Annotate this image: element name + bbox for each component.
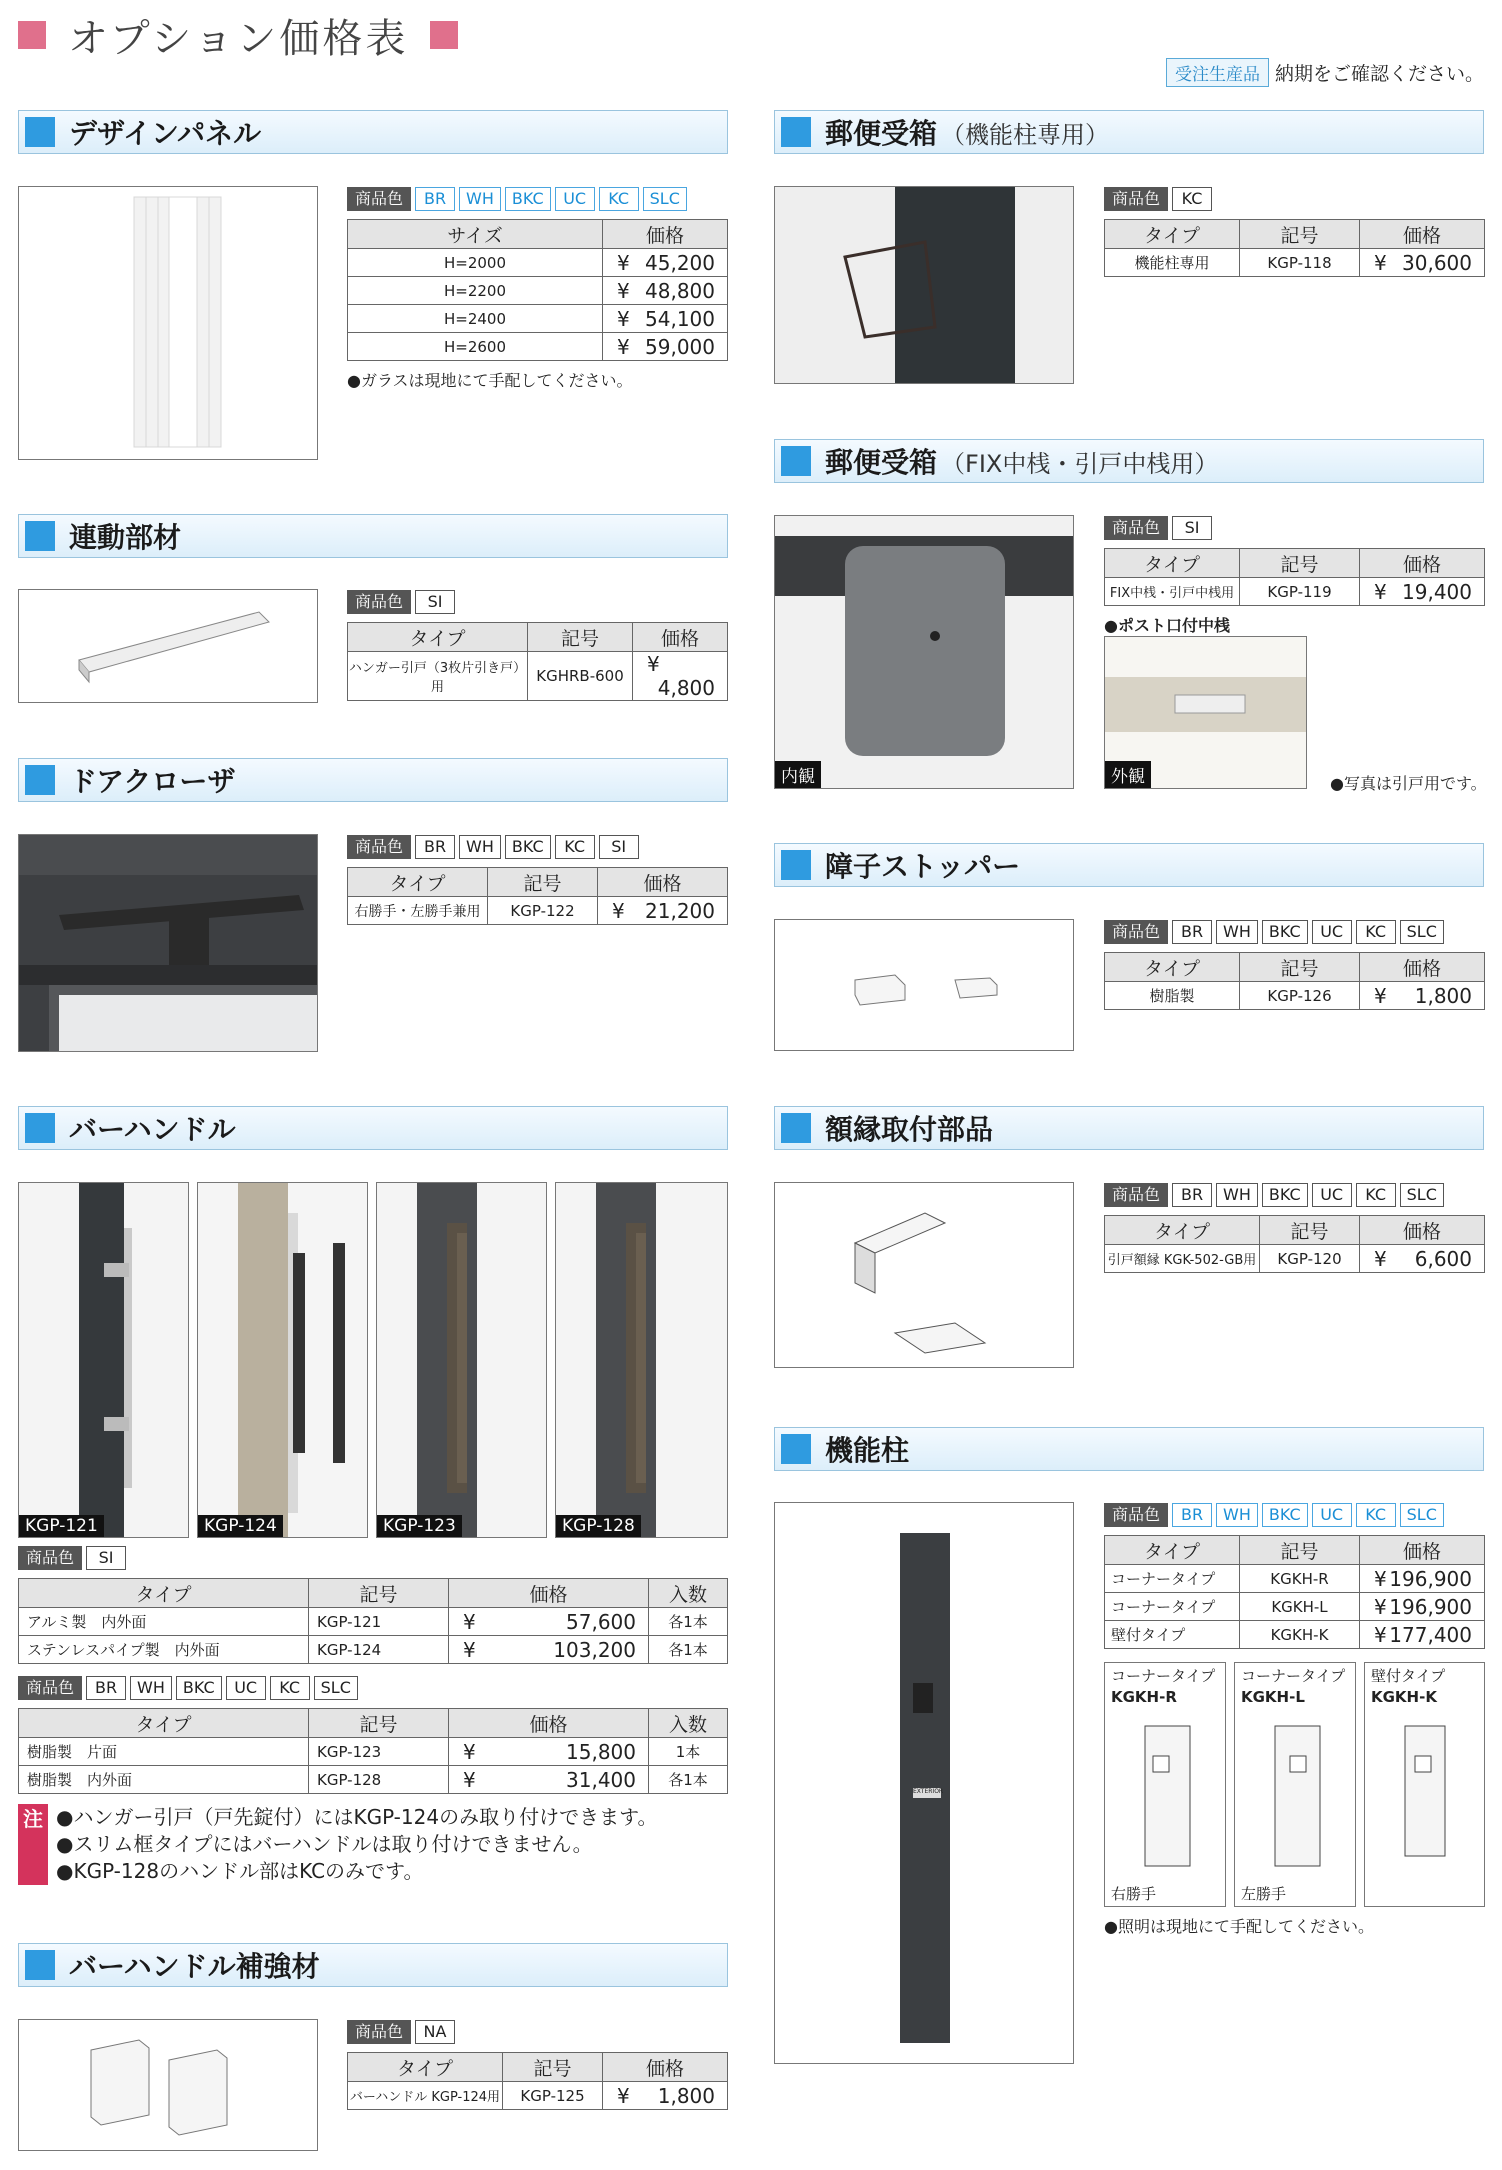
design-panel-price-table: [347, 219, 728, 361]
title-marker-left: [18, 21, 46, 49]
gakubuchi-colors: [1104, 1183, 1444, 1207]
section-mailbox-fix: [774, 439, 1484, 483]
section-shoji-stopper: [774, 843, 1484, 887]
photo-note: ●写真は引戸用です。: [1330, 774, 1487, 793]
kinochu-variant-k: 壁付タイプ KGKH-K: [1364, 1662, 1485, 1907]
bar-handle-price-table-2: タイプ 記号 価格 入数 樹脂製 片面 KGP-123 ¥ 15,800 1本 樹脂製 内外面 KGP-128 ¥ 31,400 各1本: [18, 1708, 728, 1794]
section-title: バーハンドル: [69, 1113, 236, 1146]
bar-handle-kgp124-image: [197, 1182, 368, 1538]
mailbox-box-illustration: [775, 516, 1074, 789]
section-marker: [25, 521, 55, 551]
bar-reinforce-price-table: タイプ 記号 価格 バーハンドル KGP-124用 KGP-125 ¥ 1,800: [347, 2052, 728, 2110]
product-tag: KGP-123: [377, 1515, 462, 1537]
section-mailbox-pillar: [774, 110, 1484, 154]
glass-note: ●ガラスは現地にて手配してください。: [347, 371, 633, 390]
door-closer-colors: [347, 835, 639, 859]
color-label: 商品色: [18, 1546, 82, 1570]
table-row: ハンガー引戸（3枚片引き戸）用 KGHRB-600 ¥ 4,800: [348, 652, 728, 701]
product-tag: KGP-124: [198, 1515, 283, 1537]
table-row: H=2400 ¥ 54,100: [348, 305, 728, 333]
table-row: アルミ製 内外面 KGP-121 ¥ 57,600 各1本: [19, 1608, 728, 1636]
color-label: 商品色: [347, 187, 411, 211]
mailbox-fix-colors: [1104, 516, 1212, 540]
mailbox-fix-inside-image: [774, 515, 1074, 789]
made-to-order-badge: 受注生産品: [1166, 58, 1269, 87]
notice-text: 納期をご確認ください。: [1274, 63, 1484, 85]
color-label: 商品色: [1104, 1183, 1168, 1207]
color-chip: SI: [86, 1546, 126, 1570]
kinochu-image: [774, 1502, 1074, 2064]
color-chip: UC: [1312, 1503, 1352, 1527]
color-chip: BR: [1172, 1503, 1212, 1527]
rendo-colors: [347, 590, 455, 614]
color-chip: WH: [1216, 920, 1258, 944]
table-row: FIX中桟・引戸中桟用 KGP-119 ¥ 19,400: [1105, 578, 1485, 606]
post-slot-label: ●ポスト口付中桟: [1104, 616, 1230, 635]
table-row: 引戸額縁 KGK-502-GB用 KGP-120 ¥ 6,600: [1105, 1245, 1485, 1273]
rendo-image: [18, 589, 318, 703]
section-marker: [25, 1950, 55, 1980]
color-chip: WH: [459, 187, 501, 211]
color-label: 商品色: [1104, 516, 1168, 540]
pillar-l-illustration: [1235, 1706, 1356, 1876]
color-chip: BKC: [176, 1676, 222, 1700]
section-marker: [25, 1113, 55, 1143]
shoji-stopper-image: [774, 919, 1074, 1051]
table-row: 樹脂製 KGP-126 ¥ 1,800: [1105, 982, 1485, 1010]
bar-handle-colors-1: [18, 1546, 126, 1570]
section-marker: [781, 446, 811, 476]
bar-handle-colors-2: [18, 1676, 358, 1700]
section-marker: [25, 117, 55, 147]
color-chip: UC: [1312, 920, 1352, 944]
bar-handle-kgp121-image: [18, 1182, 189, 1538]
kgp124-illustration: [198, 1183, 368, 1538]
mailbox-pillar-image: [774, 186, 1074, 384]
color-chip: SI: [415, 590, 455, 614]
inside-view-tag: 内観: [775, 761, 821, 788]
mailbox-fix-price-table: タイプ 記号 価格 FIX中桟・引戸中桟用 KGP-119 ¥ 19,400: [1104, 548, 1485, 606]
kinochu-price-table: タイプ 記号 価格 コーナータイプ KGKH-R ¥ 196,900 コーナータイプ KGKH-L ¥ 196,900 壁付タイプ KGKH-K ¥ 177,400: [1104, 1535, 1485, 1649]
color-chip: NA: [415, 2020, 455, 2044]
bar-handle-kgp128-image: [555, 1182, 728, 1538]
section-title: 額縁取付部品: [825, 1113, 994, 1146]
mailbox-fix-outside-image: [1104, 636, 1307, 789]
section-design-panel: [18, 110, 728, 154]
section-bar-handle: [18, 1106, 728, 1150]
design-panel-image: [18, 186, 318, 460]
section-subtitle: （機能柱専用）: [941, 120, 1110, 149]
section-rendo: [18, 514, 728, 558]
color-chip: KC: [599, 187, 639, 211]
pillar-illustration: [775, 1503, 1074, 2064]
mailbox-pillar-colors: [1104, 187, 1212, 211]
color-chip: UC: [1312, 1183, 1352, 1207]
color-chip: WH: [130, 1676, 172, 1700]
rendo-part-illustration: [19, 590, 318, 703]
pillar-k-illustration: [1365, 1706, 1485, 1876]
color-chip: BKC: [1262, 920, 1308, 944]
section-title: ドアクローザ: [69, 765, 236, 798]
color-chip: SLC: [314, 1676, 358, 1700]
section-marker: [25, 765, 55, 795]
page-title-text: オプション価格表: [68, 15, 409, 62]
color-chip: SLC: [1400, 1503, 1444, 1527]
table-row: 樹脂製 内外面 KGP-128 ¥ 31,400 各1本: [19, 1766, 728, 1794]
table-row: ステンレスパイプ製 内外面 KGP-124 ¥ 103,200 各1本: [19, 1636, 728, 1664]
gakubuchi-price-table: タイプ 記号 価格 引戸額縁 KGK-502-GB用 KGP-120 ¥ 6,600: [1104, 1215, 1485, 1273]
outside-view-tag: 外観: [1105, 761, 1151, 788]
color-chip: SLC: [1400, 920, 1444, 944]
section-title: 機能柱: [825, 1434, 910, 1467]
door-closer-image: [18, 834, 318, 1052]
table-row: H=2600 ¥ 59,000: [348, 333, 728, 361]
bar-reinforce-image: [18, 2019, 318, 2151]
col-price: 価格: [603, 220, 728, 249]
table-row: H=2000 ¥ 45,200: [348, 249, 728, 277]
color-chip: WH: [1216, 1183, 1258, 1207]
section-marker: [781, 1113, 811, 1143]
reinforce-illustration: [19, 2020, 318, 2151]
color-chip: BKC: [1262, 1183, 1308, 1207]
door-closer-price-table: タイプ 記号 価格 右勝手・左勝手兼用 KGP-122 ¥ 21,200: [347, 867, 728, 925]
color-chip: BR: [415, 187, 455, 211]
page-title: [18, 10, 458, 60]
pillar-label: EXTERIOR: [913, 1788, 944, 1795]
lighting-note: ●照明は現地にて手配してください。: [1104, 1917, 1374, 1936]
mailbox-pillar-price-table: タイプ 記号 価格 機能柱専用 KGP-118 ¥ 30,600: [1104, 219, 1485, 277]
section-gakubuchi: [774, 1106, 1484, 1150]
color-chip: UC: [226, 1676, 266, 1700]
shoji-stopper-price-table: タイプ 記号 価格 樹脂製 KGP-126 ¥ 1,800: [1104, 952, 1485, 1010]
col-size: サイズ: [348, 220, 603, 249]
table-row: バーハンドル KGP-124用 KGP-125 ¥ 1,800: [348, 2082, 728, 2110]
table-row: H=2200 ¥ 48,800: [348, 277, 728, 305]
color-chip: BR: [86, 1676, 126, 1700]
kinochu-variant-l: コーナータイプ KGKH-L 左勝手: [1234, 1662, 1356, 1907]
color-chip: KC: [1356, 920, 1396, 944]
color-chip: SI: [1172, 516, 1212, 540]
bar-reinforce-colors: [347, 2020, 455, 2044]
color-chip: BKC: [505, 187, 551, 211]
color-label: 商品色: [347, 590, 411, 614]
kinochu-colors: [1104, 1503, 1444, 1527]
color-chip: UC: [555, 187, 595, 211]
section-title: 郵便受箱: [825, 117, 938, 150]
color-label: 商品色: [1104, 1503, 1168, 1527]
door-closer-illustration: [19, 835, 318, 1052]
gakubuchi-image: [774, 1182, 1074, 1368]
kgp121-illustration: [19, 1183, 189, 1538]
section-marker: [781, 117, 811, 147]
color-label: 商品色: [1104, 187, 1168, 211]
section-title: 連動部材: [69, 521, 182, 554]
color-chip: KC: [555, 835, 595, 859]
color-chip: WH: [459, 835, 501, 859]
section-marker: [781, 850, 811, 880]
product-tag: KGP-128: [556, 1515, 641, 1537]
table-row: コーナータイプ KGKH-L ¥ 196,900: [1105, 1593, 1485, 1621]
color-chip: KC: [1356, 1503, 1396, 1527]
caution-line: ●KGP-128のハンドル部はKCのみです。: [56, 1859, 424, 1883]
color-label: 商品色: [347, 2020, 411, 2044]
product-tag: KGP-121: [19, 1515, 104, 1537]
color-chip: BKC: [505, 835, 551, 859]
color-chip: SLC: [1400, 1183, 1444, 1207]
design-panel-colors: [347, 187, 687, 211]
section-bar-reinforce: [18, 1943, 728, 1987]
stopper-illustration: [775, 920, 1074, 1051]
bar-handle-caution: [18, 1804, 728, 1885]
kinochu-variant-r: コーナータイプ KGKH-R 右勝手: [1104, 1662, 1226, 1907]
color-label: 商品色: [1104, 920, 1168, 944]
caution-line: ●ハンガー引戸（戸先錠付）にはKGP-124のみ取り付けできます。: [56, 1805, 658, 1829]
table-row: 壁付タイプ KGKH-K ¥ 177,400: [1105, 1621, 1485, 1649]
table-row: 機能柱専用 KGP-118 ¥ 30,600: [1105, 249, 1485, 277]
design-panel-illustration: [19, 187, 318, 460]
color-label: 商品色: [18, 1676, 82, 1700]
pillar-r-illustration: [1105, 1706, 1226, 1876]
rendo-price-table: タイプ 記号 価格 ハンガー引戸（3枚片引き戸）用 KGHRB-600 ¥ 4,800: [347, 622, 728, 701]
color-chip: BR: [415, 835, 455, 859]
order-notice: [1166, 58, 1484, 87]
section-door-closer: [18, 758, 728, 802]
mailbox-basket-illustration: [775, 187, 1074, 384]
section-title: 郵便受箱: [825, 446, 938, 479]
color-chip: KC: [1356, 1183, 1396, 1207]
color-chip: BR: [1172, 920, 1212, 944]
color-chip: KC: [270, 1676, 310, 1700]
kgp123-illustration: [377, 1183, 547, 1538]
section-marker: [781, 1434, 811, 1464]
section-title: デザインパネル: [69, 117, 262, 150]
title-marker-right: [430, 21, 458, 49]
color-chip: BKC: [1262, 1503, 1308, 1527]
color-chip: SLC: [643, 187, 687, 211]
section-title: 障子ストッパー: [825, 850, 1021, 883]
kgp128-illustration: [556, 1183, 728, 1538]
section-kinochu: [774, 1427, 1484, 1471]
bar-handle-kgp123-image: [376, 1182, 547, 1538]
frame-part-illustration: [775, 1183, 1074, 1368]
color-chip: WH: [1216, 1503, 1258, 1527]
bar-handle-price-table-1: タイプ 記号 価格 入数 アルミ製 内外面 KGP-121 ¥ 57,600 各1本 ステンレスパイプ製 内外面 KGP-124 ¥ 103,200 各1本: [18, 1578, 728, 1664]
shoji-stopper-colors: [1104, 920, 1444, 944]
color-chip: KC: [1172, 187, 1212, 211]
table-row: コーナータイプ KGKH-R ¥ 196,900: [1105, 1565, 1485, 1593]
caution-mark: 注: [18, 1804, 48, 1885]
section-title: バーハンドル補強材: [69, 1950, 320, 1983]
color-chip: BR: [1172, 1183, 1212, 1207]
caution-line: ●スリム框タイプにはバーハンドルは取り付けできません。: [56, 1832, 593, 1856]
table-row: 右勝手・左勝手兼用 KGP-122 ¥ 21,200: [348, 897, 728, 925]
table-row: 樹脂製 片面 KGP-123 ¥ 15,800 1本: [19, 1738, 728, 1766]
color-chip: SI: [599, 835, 639, 859]
section-subtitle: （FIX中桟・引戸中桟用）: [941, 449, 1219, 478]
color-label: 商品色: [347, 835, 411, 859]
